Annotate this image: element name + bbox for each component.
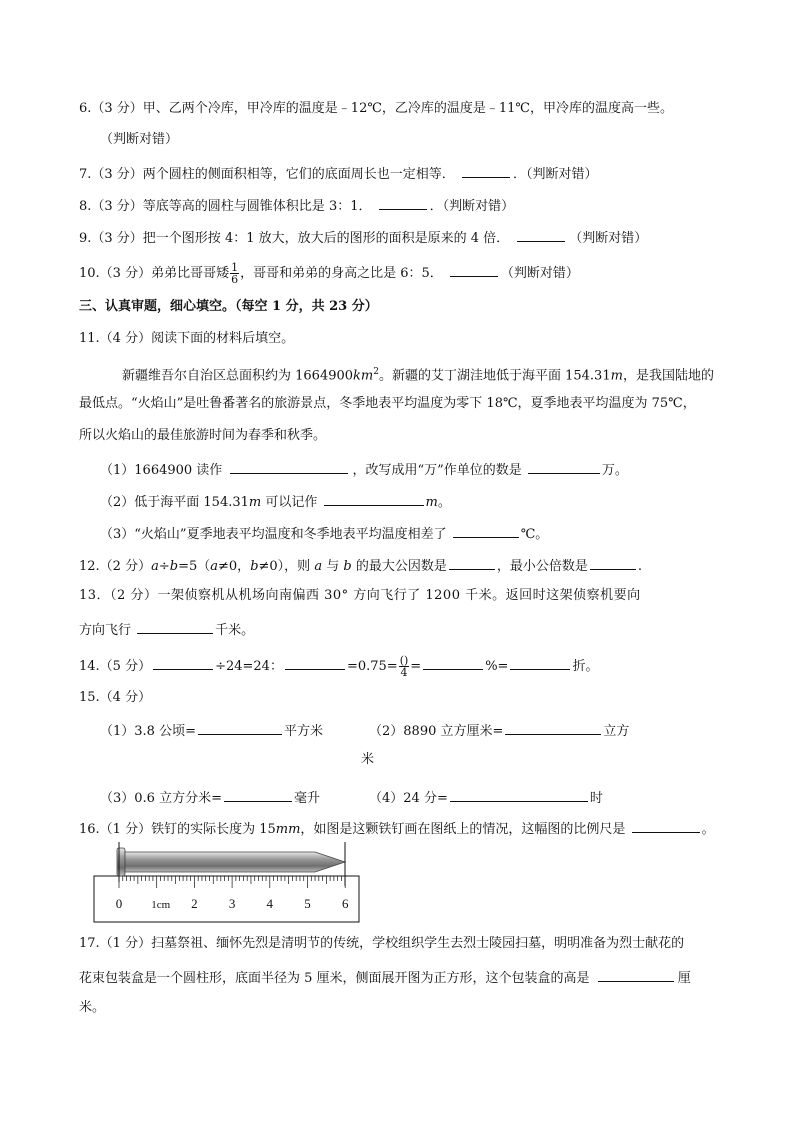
question-13-line-2: 方向飞行 千米。 (79, 619, 254, 640)
q15-sub-3: （3）0.6 立方分米= 毫升 (100, 787, 320, 808)
answer-blank[interactable] (450, 787, 588, 802)
answer-blank[interactable] (528, 459, 600, 474)
q15-sub-4: （4）24 分= 时 (369, 787, 603, 808)
question-15: 15.（4 分） (79, 690, 152, 705)
question-17: 17.（1 分）扫墓祭祖、缅怀先烈是清明节的传统，学校组织学生去烈士陵园扫墓，明明准备为烈士献花的 (79, 936, 685, 951)
ruler-tick-label: 2 (191, 896, 198, 911)
answer-blank[interactable] (285, 655, 345, 670)
answer-blank[interactable] (517, 227, 565, 242)
answer-blank[interactable] (423, 655, 483, 670)
answer-blank[interactable] (230, 459, 348, 474)
ruler-tick-label: 4 (266, 896, 274, 911)
question-6-tail: （判断对错） (100, 132, 179, 147)
q11-passage-line-1: 新疆维吾尔自治区总面积约为 $1664900km^2$。新疆的艾丁湖洼地低于海平面 154.31m，是我国陆地的 (122, 367, 714, 384)
answer-blank[interactable] (510, 655, 570, 670)
question-17-line-2: 花束包装盒是一个圆柱形，底面半径为 5 厘米，侧面展开图为正方形，这个包装盒的高是 厘 (79, 967, 691, 988)
answer-blank[interactable] (598, 967, 674, 982)
question-7: 7.（3 分）两个圆柱的侧面积相等，它们的底面周长也一定相等． ．（判断对错） (79, 163, 597, 184)
question-16: 16.（1 分）铁钉的实际长度为 15mm，如图是这颗铁钉画在图纸上的情况，这幅图的比例尺是 。 (79, 818, 715, 839)
answer-blank[interactable] (379, 195, 427, 210)
ruler-tick-label: 5 (304, 896, 311, 911)
question-17-line-3: 米。 (79, 1000, 106, 1015)
q11-passage-line-2: 最低点。“火焰山”是吐鲁番著名的旅游景点，冬季地表平均温度为零下 18℃，夏季地表平均温度为 75℃， (79, 396, 696, 411)
question-14: 14.（5 分） ÷24=24： =0.75= $\frac{()}{4}$ = %= 折。 (79, 654, 599, 679)
answer-blank[interactable] (590, 555, 636, 570)
ruler-tick-label: 6 (341, 896, 349, 911)
answer-blank[interactable] (198, 720, 282, 735)
q11-sub-2: （2）低于海平面 154.31m 可以记作 m。 (100, 491, 451, 512)
q6-text: 6.（3 分）甲、乙两个冷库，甲冷库的温度是﹣12℃，乙冷库的温度是﹣11℃，甲冷库的温度高一些。 (79, 101, 673, 116)
section-3-heading: 三、认真审题，细心填空。（每空 1 分，共 23 分） (79, 299, 378, 314)
answer-blank[interactable] (224, 787, 292, 802)
answer-blank[interactable] (453, 523, 519, 538)
q11-sub-3: （3）“火焰山”夏季地表平均温度和冬季地表平均温度相差了 ℃。 (100, 523, 548, 544)
q15-sub-2-cont: 米 (361, 752, 375, 767)
fraction-one-sixth: $\frac{1}{6}$ (231, 261, 239, 286)
nail-shaft (125, 852, 345, 872)
ruler-tick-label: 0 (115, 896, 123, 911)
q11-passage-line-3: 所以火焰山的最佳旅游时间为春季和秋季。 (79, 428, 327, 443)
answer-blank[interactable] (137, 619, 213, 634)
answer-blank[interactable] (505, 720, 601, 735)
answer-blank[interactable] (449, 555, 495, 570)
answer-blank[interactable] (632, 818, 700, 833)
ruler-tick-label: 1cm (151, 899, 171, 911)
question-12: 12.（2 分）a÷b=5（a≠0，b≠0），则 a 与 b 的最大公因数是 ，最小公倍数是 . (79, 555, 642, 576)
answer-blank[interactable] (462, 163, 510, 178)
q15-sub-1: （1）3.8 公顷= 平方米 (100, 720, 323, 741)
answer-blank[interactable] (153, 655, 213, 670)
question-13: 13．（2 分）一架侦察机从机场向南偏西 30° 方向飞行了 1200 千米。返回时这架侦察机要向 (79, 588, 641, 603)
question-11: 11.（4 分）阅读下面的材料后填空。 (79, 331, 295, 346)
fraction-blank-over-4: $\frac{()}{4}$ (399, 654, 409, 679)
ruler-body (94, 876, 359, 922)
question-10: 10.（3 分）弟弟比哥哥矮 $\frac{1}{6}$ ，哥哥和弟弟的身高之比是 6：5． （判断对错） (79, 261, 579, 286)
question-9: 9.（3 分）把一个图形按 4：1 放大，放大后的图形的面积是原来的 4 倍． （判断对错） (79, 227, 647, 248)
answer-blank[interactable] (324, 491, 424, 506)
ruler-diagram (92, 838, 367, 924)
ruler-tick-label: 3 (228, 896, 236, 911)
q15-sub-2: （2）8890 立方厘米= 立方 (369, 720, 629, 741)
question-6 (79, 100, 673, 118)
question-8: 8.（3 分）等底等高的圆柱与圆锥体积比是 3：1． ．（判断对错） (79, 195, 514, 216)
nail-head (117, 848, 125, 876)
q11-sub-1: （1）1664900 读作 ，改写成用“万”作单位的数是 万。 (100, 459, 628, 480)
nail-ruler-figure (92, 838, 367, 928)
answer-blank[interactable] (450, 262, 498, 277)
